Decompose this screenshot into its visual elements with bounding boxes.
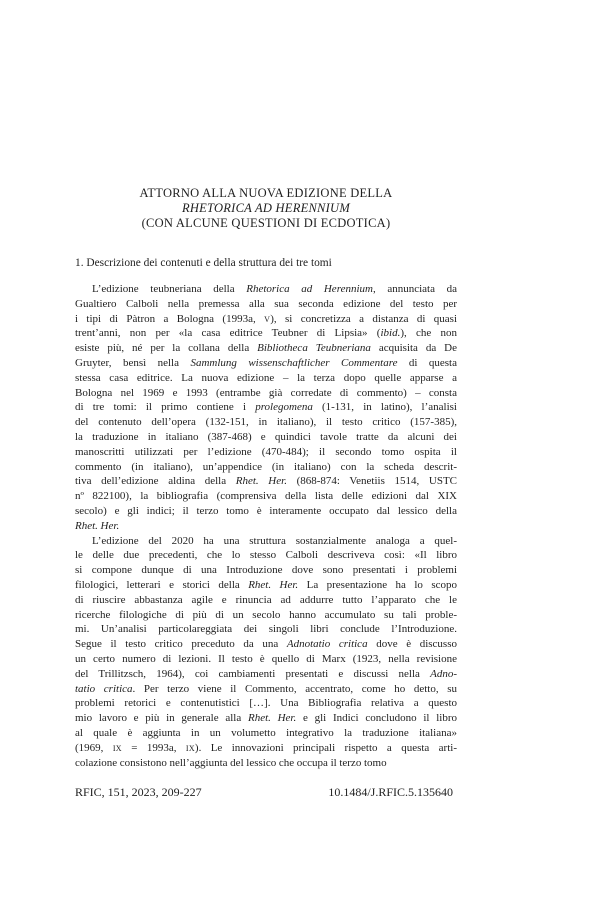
text-segment: Segue il testo critico preceduto da una	[75, 638, 287, 651]
body-line	[75, 726, 457, 741]
text-segment: filologici, letterari e storici della	[75, 578, 249, 591]
text-segment: esiste più, né per la collana della	[75, 342, 258, 355]
body-line	[75, 534, 457, 549]
text-segment: tiva dell’edizione aldina della	[75, 475, 236, 488]
body-line	[75, 519, 457, 534]
body-line	[75, 667, 457, 682]
body-line	[75, 371, 457, 386]
text-segment: Sammlung wissenschaftlicher Commentare	[190, 356, 398, 369]
text-segment: Rhet. Her.	[75, 519, 120, 532]
text-segment: L’edizione teubneriana della	[92, 283, 247, 295]
text-segment: ricerche filologiche di più di un secolo hanno accumulato su tali proble-	[75, 608, 457, 621]
text-segment: al quale è aggiunta in un volumetto integrativo la traduzione italiana»	[75, 726, 457, 739]
text-segment: ). Le innovazioni principali rispetto a questa arti-	[194, 741, 457, 754]
text-segment: stessa casa editrice. La nuova edizione – la terza dopo quelle apparse a	[75, 371, 457, 384]
body-line	[75, 504, 457, 519]
text-segment: Bibliotheca Teubneriana	[257, 342, 371, 355]
text-segment: ibid.	[380, 327, 401, 340]
text-segment: ix	[185, 741, 195, 754]
article-body	[75, 282, 457, 770]
text-segment: secolo) e gli indici; il terzo tomo è interamente occupato dal lessico della	[75, 504, 457, 517]
body-line	[75, 652, 457, 667]
article-title	[75, 186, 457, 232]
body-line	[75, 578, 457, 593]
body-line	[75, 460, 457, 475]
text-segment: La presentazione ha lo scopo	[298, 578, 457, 591]
body-line	[75, 312, 457, 327]
text-segment: prolegomena	[255, 401, 313, 414]
body-line	[75, 341, 457, 356]
text-segment: Rhet. Her.	[247, 712, 297, 725]
body-line	[75, 386, 457, 401]
text-segment: e gli Indici concludono il libro	[296, 712, 457, 725]
text-segment: mio lavoro e più in generale alla	[75, 712, 248, 725]
text-segment: ix	[112, 741, 122, 754]
body-line	[75, 400, 457, 415]
text-segment: trent’anni, non per «la casa editrice Teubner di Lipsia» (	[75, 327, 381, 340]
text-segment: di tre tomi: il primo contiene i	[75, 401, 256, 414]
text-segment: v	[264, 312, 271, 325]
text-segment: tatio critica	[75, 682, 133, 695]
text-segment: le delle due precedenti, che lo stesso Calboli descriveva così: «Il libro	[75, 549, 457, 562]
body-line	[75, 489, 457, 504]
body-line	[75, 445, 457, 460]
body-line	[75, 563, 457, 578]
body-line	[75, 696, 457, 711]
body-line	[75, 756, 457, 771]
text-segment: mi. Un’analisi particolareggiata dei singoli libri conclude l’Introduzione.	[75, 623, 457, 636]
body-line	[75, 682, 457, 697]
text-segment: Rhetorica ad Herennium	[246, 283, 373, 295]
text-segment: acquisita da De	[370, 342, 457, 355]
title-line: ATTORNO ALLA NUOVA EDIZIONE DELLA	[139, 186, 393, 200]
text-segment: ), si concretizza a distanza di quasi	[270, 312, 457, 325]
body-line	[75, 593, 457, 608]
body-line	[75, 622, 457, 637]
text-segment: Rhet. Her.	[235, 475, 287, 488]
body-line	[75, 297, 457, 312]
doi: 10.1484/J.RFIC.5.135640	[328, 785, 453, 799]
text-segment: manoscritti utilizzati per l’edizione (470-484); il secondo tomo ospita il	[75, 445, 457, 458]
body-line	[75, 430, 457, 445]
paragraph	[75, 282, 457, 534]
text-segment: (868-874: Venetiis 1514, USTC	[286, 475, 458, 488]
body-line	[75, 548, 457, 563]
text-segment: commento (in italiano), un’appendice (in italiano) con la scheda descrit-	[75, 460, 457, 473]
text-segment: Adno-	[430, 667, 457, 680]
text-segment: di riuscire abbastanza agile e rinuncia ad addurre tutto l’apparato che le	[75, 593, 457, 606]
paragraph	[75, 534, 457, 771]
body-line	[75, 356, 457, 371]
journal-reference: RFIC, 151, 2023, 209-227	[75, 785, 202, 799]
section-heading: 1. Descrizione dei contenuti e della struttura dei tre tomi	[75, 257, 332, 269]
text-segment: Gruyter, bensì nella	[75, 356, 191, 369]
text-segment: (1969,	[75, 741, 113, 754]
page-footer	[75, 785, 453, 799]
text-segment: nº 822100), la bibliografia (comprensiva della lista delle edizioni dal XIX	[75, 490, 457, 503]
text-segment: problemi retorici e contenutistici […]. Una Bibliografia relativa a questo	[75, 697, 457, 710]
text-segment: . Per terzo viene il Commento, accentrato, come ho detto, su	[132, 682, 457, 695]
text-segment: Bologna nel 1969 e 1993 (entrambe già corredate di commento) – consta	[75, 386, 457, 399]
text-segment: (1-131, in latino), l’analisi	[312, 401, 457, 414]
text-segment: del contenuto dell’opera (132-151, in italiano), il testo critico (157-385),	[75, 416, 457, 429]
body-line	[75, 282, 457, 297]
text-segment: dove è discusso	[367, 638, 457, 651]
text-segment: i tipi di Pàtron a Bologna (1993a,	[75, 312, 265, 325]
text-segment: colazione consistono nell’aggiunta del lessico che occupa il terzo tomo	[75, 756, 387, 769]
text-segment: Rhet. Her.	[248, 578, 299, 591]
text-segment: Gualtiero Calboli nella premessa alla sua seconda edizione del testo per	[75, 297, 457, 310]
title-line: (CON ALCUNE QUESTIONI DI ECDOTICA)	[141, 216, 391, 231]
body-line	[75, 326, 457, 341]
text-segment: ), che non	[400, 327, 457, 340]
text-segment: di questa	[397, 356, 457, 369]
text-segment: , annunciata da	[372, 283, 457, 295]
text-segment: un certo numero di lezioni. Il testo è quello di Marx (1923, nella revisione	[75, 652, 457, 665]
text-segment: L’edizione del 2020 ha una struttura sostanzialmente analoga a quel-	[92, 534, 457, 547]
body-line	[75, 415, 457, 430]
body-line	[75, 637, 457, 652]
text-segment: Adnotatio critica	[286, 638, 368, 651]
text-segment: del Trillitzsch, 1964), coi cambiamenti presentati e discussi nella	[75, 667, 431, 680]
body-line	[75, 474, 457, 489]
text-segment: la traduzione in italiano (387-468) e quindici tavole tratte da alcuni dei	[75, 430, 457, 443]
body-line	[75, 741, 457, 756]
body-line	[75, 711, 457, 726]
body-line	[75, 608, 457, 623]
title-line: RHETORICA AD HERENNIUM	[182, 201, 350, 216]
text-segment: = 1993a,	[121, 741, 186, 754]
text-segment: si compone dunque di una Introduzione dove sono presentati i problemi	[75, 564, 457, 577]
